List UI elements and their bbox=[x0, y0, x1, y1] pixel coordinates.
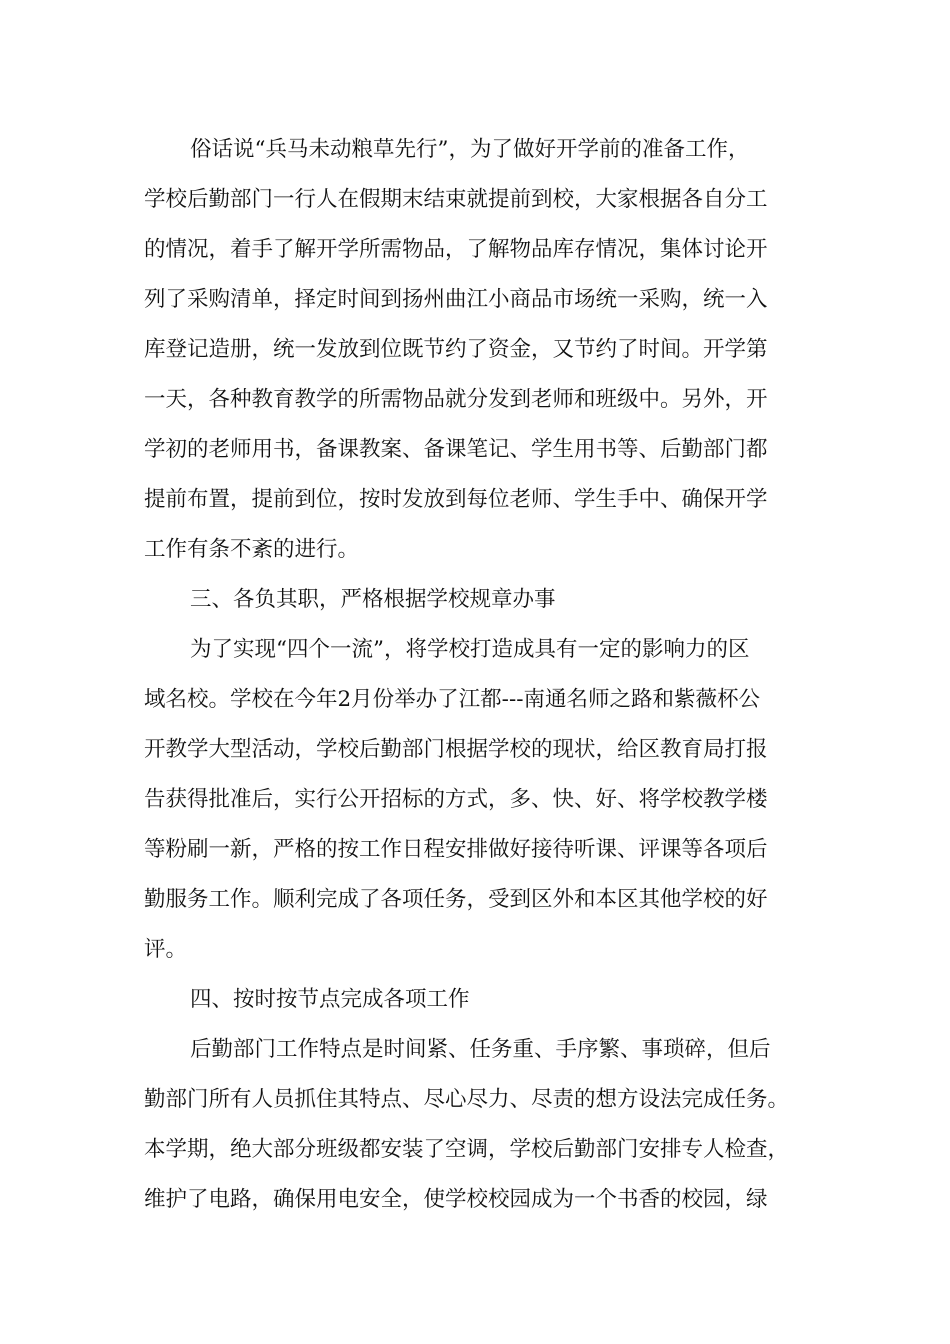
text-line: 的情况，着手了解开学所需物品，了解物品库存情况，集体讨论开 bbox=[144, 237, 768, 262]
text-line: 维护了电路，确保用电安全，使学校校园成为一个书香的校园，绿 bbox=[144, 1187, 768, 1212]
section-heading: 三、各负其职，严格根据学校规章办事 bbox=[190, 587, 556, 612]
text-line: 本学期，绝大部分班级都安装了空调，学校后勤部门安排专人检查， bbox=[144, 1137, 790, 1162]
text-line: 告获得批准后，实行公开招标的方式，多、快、好、将学校教学楼 bbox=[144, 787, 768, 812]
text-line: 后勤部门工作特点是时间紧、任务重、手序繁、事琐碎，但后 bbox=[190, 1037, 771, 1062]
text-line: 列了采购清单，择定时间到扬州曲江小商品市场统一采购，统一入 bbox=[144, 287, 768, 312]
text-line: 工作有条不紊的进行。 bbox=[144, 537, 360, 562]
text-line: 等粉刷一新，严格的按工作日程安排做好接待听课、评课等各项后 bbox=[144, 837, 768, 862]
text-line: 为了实现“四个一流”，将学校打造成具有一定的影响力的区 bbox=[190, 637, 750, 662]
text-line: 学校后勤部门一行人在假期末结束就提前到校，大家根据各自分工 bbox=[144, 187, 768, 212]
text-line: 提前布置，提前到位，按时发放到每位老师、学生手中、确保开学 bbox=[144, 487, 768, 512]
text-line: 学初的老师用书，备课教案、备课笔记、学生用书等、后勤部门都 bbox=[144, 437, 768, 462]
text-line: 开教学大型活动，学校后勤部门根据学校的现状，给区教育局打报 bbox=[144, 737, 768, 762]
text-line: 一天，各种教育教学的所需物品就分发到老师和班级中。另外，开 bbox=[144, 387, 768, 412]
text-line: 勤服务工作。顺利完成了各项任务，受到区外和本区其他学校的好 bbox=[144, 887, 768, 912]
text-line: 库登记造册，统一发放到位既节约了资金，又节约了时间。开学第 bbox=[144, 337, 768, 362]
text-line: 勤部门所有人员抓住其特点、尽心尽力、尽责的想方设法完成任务。 bbox=[144, 1087, 790, 1112]
text-line: 域名校。学校在今年2月份举办了江都---南通名师之路和紫薇杯公 bbox=[144, 687, 760, 712]
section-heading: 四、按时按节点完成各项工作 bbox=[190, 987, 470, 1012]
text-line: 俗话说“兵马未动粮草先行”，为了做好开学前的准备工作， bbox=[190, 137, 750, 162]
text-line: 评。 bbox=[144, 937, 188, 962]
